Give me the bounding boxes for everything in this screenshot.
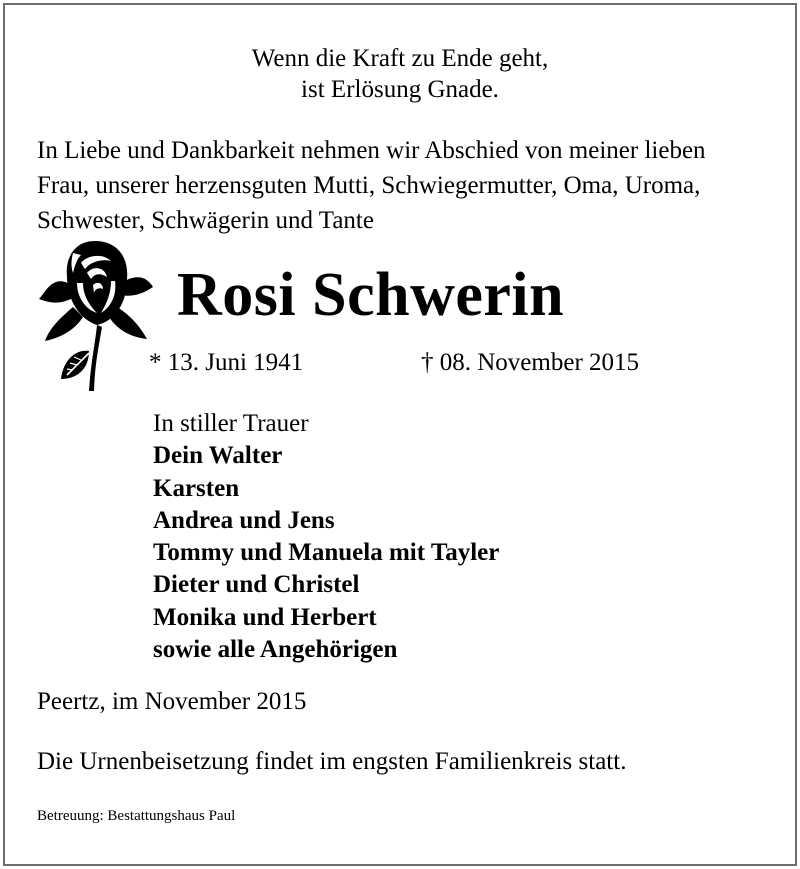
funeral-home-note: Betreuung: Bestattungshaus Paul [37, 808, 236, 824]
death-date: † 08. November 2015 [421, 349, 640, 376]
motto-line-2: ist Erlösung Gnade. [301, 76, 499, 103]
obituary-notice [3, 3, 797, 866]
birth-date: * 13. Juni 1941 [149, 349, 304, 376]
intro-line-1: In Liebe und Dankbarkeit nehmen wir Abschied von meiner lieben [37, 137, 706, 164]
motto-line-1: Wenn die Kraft zu Ende geht, [251, 45, 549, 72]
mourner-name: Karsten [153, 474, 240, 502]
mourner-name: Dieter und Christel [153, 571, 360, 599]
motto [5, 43, 795, 105]
mourner-name: Tommy und Manuela mit Tayler [153, 539, 500, 567]
place-and-date: Peertz, im November 2015 [37, 688, 307, 715]
mourners-list [153, 408, 499, 666]
burial-note: Die Urnenbeisetzung findet im engsten Familienkreis statt. [37, 748, 627, 775]
mourner-name: sowie alle Angehörigen [153, 636, 398, 664]
deceased-name: Rosi Schwerin [177, 261, 565, 329]
mourner-name: Dein Walter [153, 442, 283, 470]
mourner-name: Andrea und Jens [153, 506, 335, 534]
rose-icon [37, 233, 155, 393]
intro-text [37, 133, 777, 238]
mourner-name: Monika und Herbert [153, 603, 377, 631]
intro-line-2: Frau, unserer herzensguten Mutti, Schwiegermutter, Oma, Uroma, [37, 172, 701, 199]
mourners-heading: In stiller Trauer [153, 410, 309, 437]
intro-line-3: Schwester, Schwägerin und Tante [37, 207, 374, 234]
